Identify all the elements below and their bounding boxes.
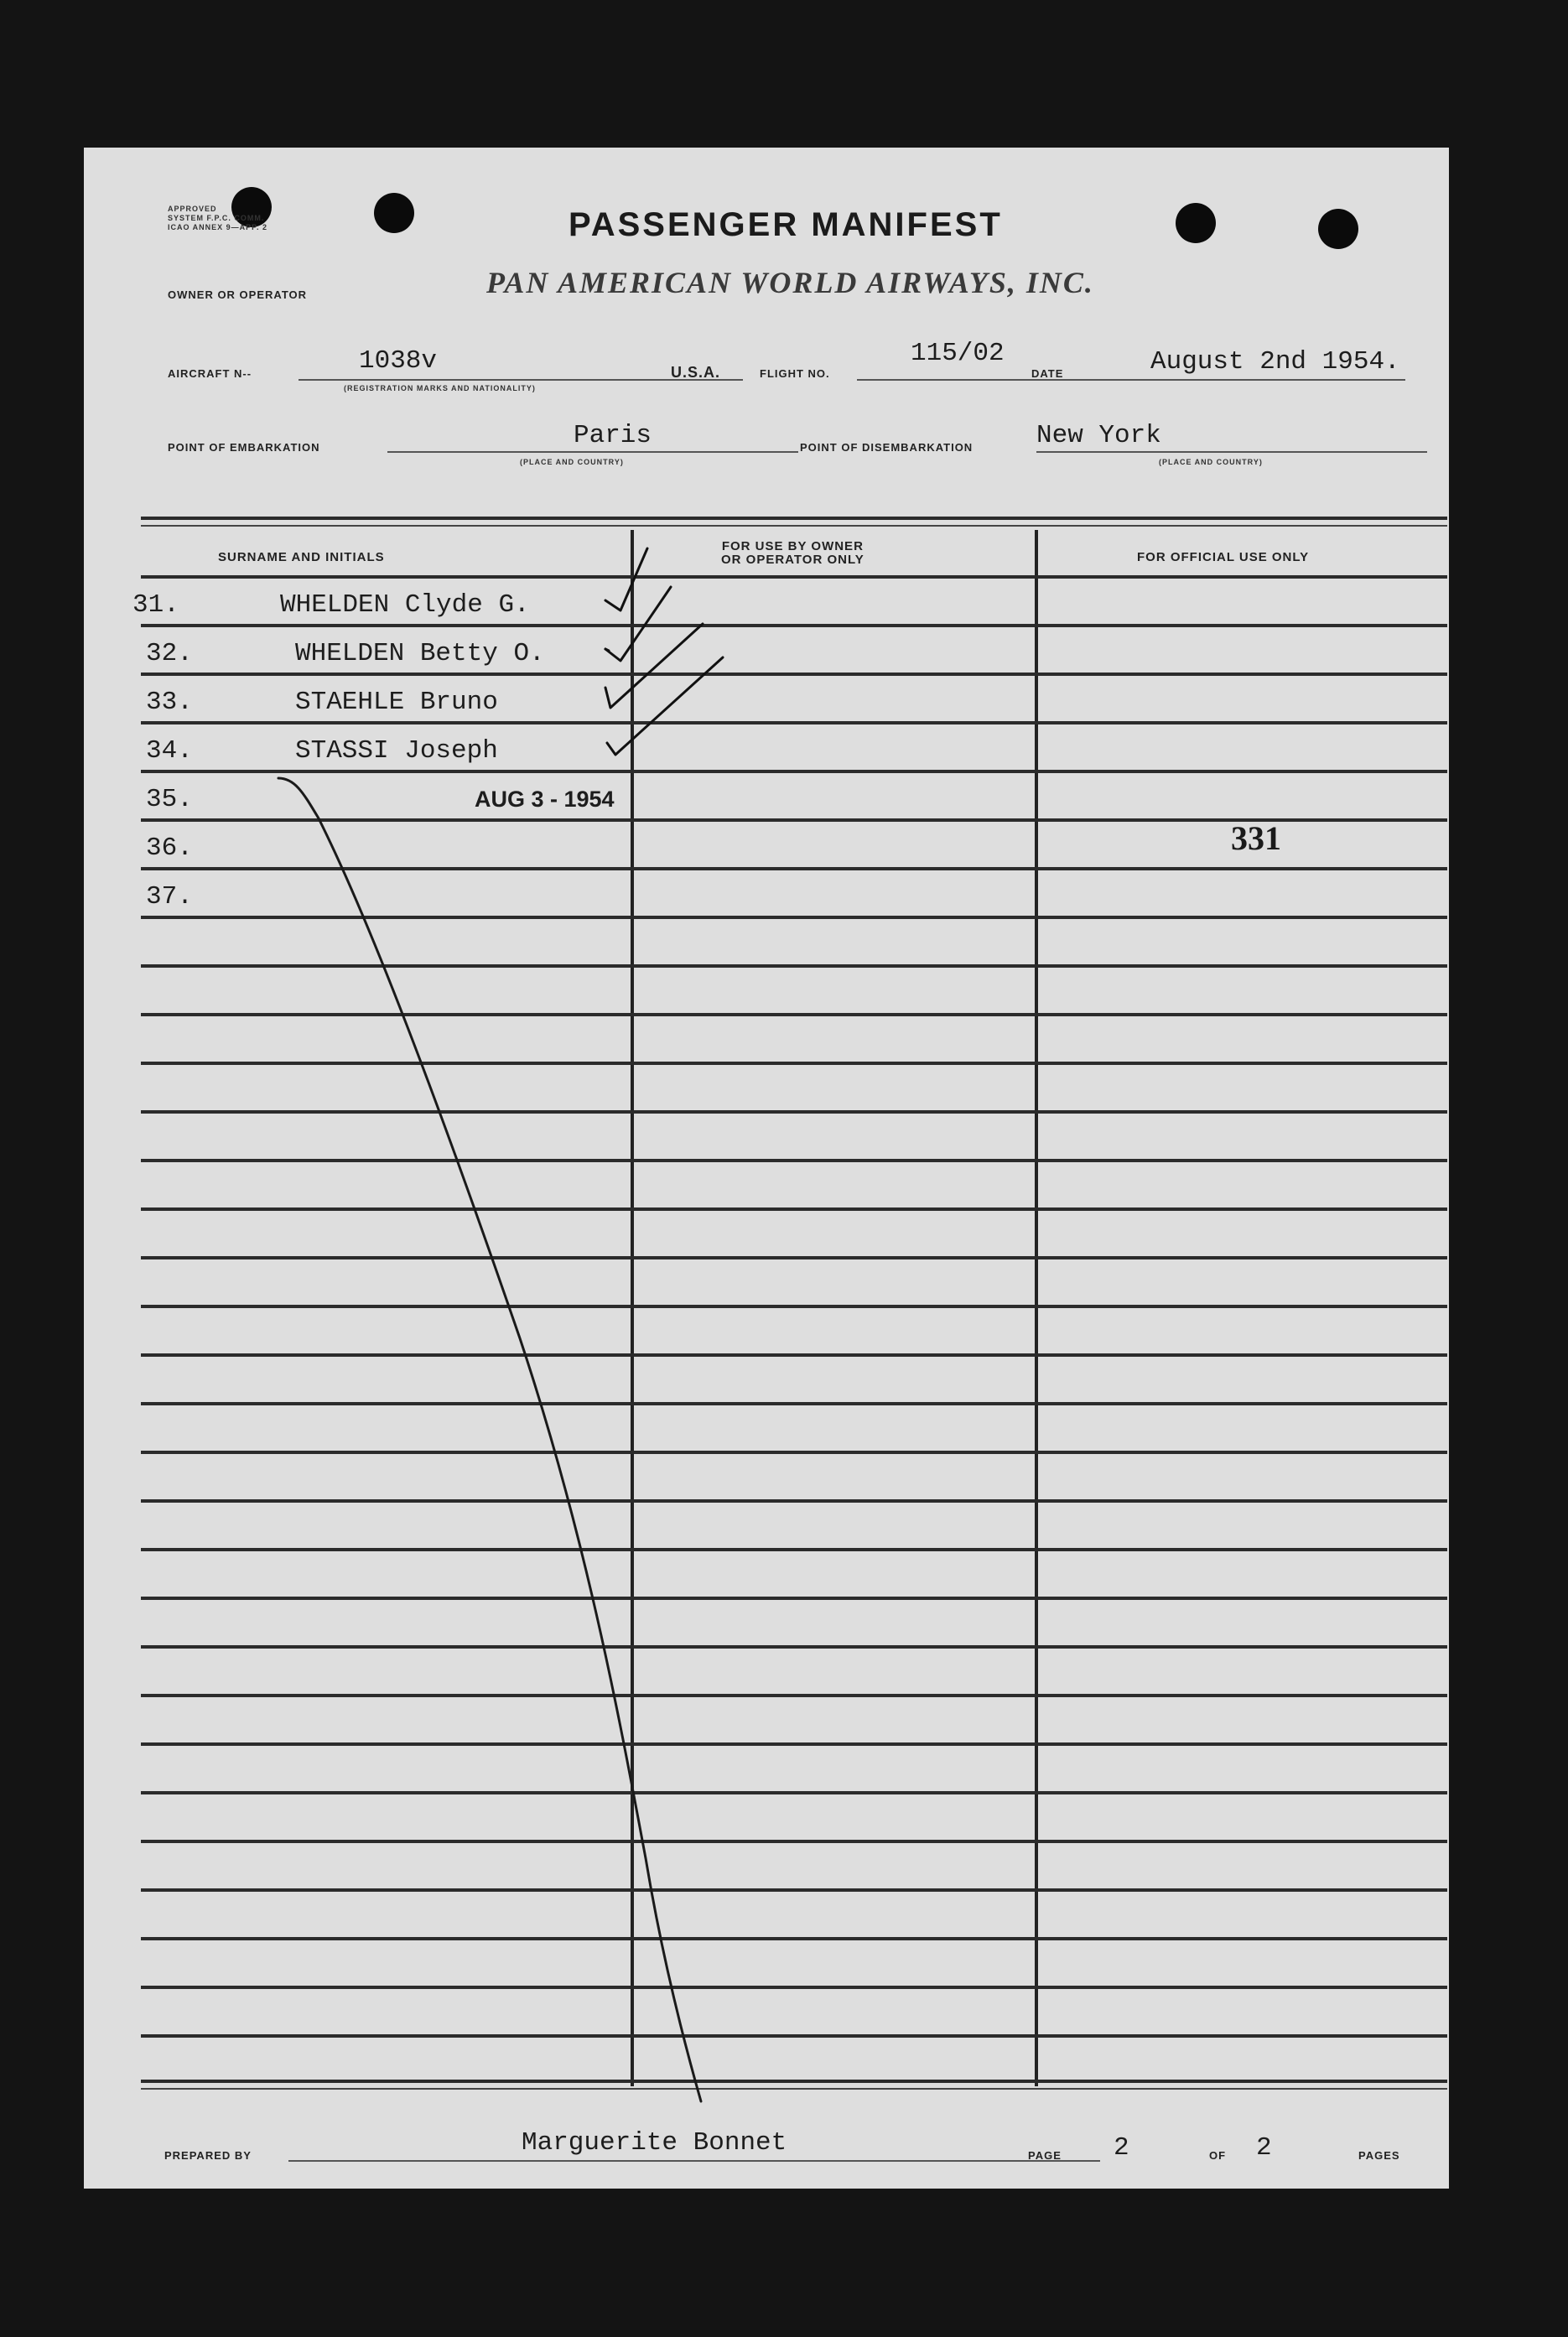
flight-value: 115/02 [911,339,1005,368]
pages-label: PAGES [1358,2149,1400,2162]
approval-line: SYSTEM F.P.C. COMM. [168,214,265,222]
of-value: 2 [1256,2133,1272,2163]
embark-hint: (PLACE AND COUNTRY) [520,458,624,466]
approval-line: ICAO ANNEX 9—APP. 2 [168,223,268,231]
passenger-name: WHELDEN Clyde G. [280,590,530,620]
page-label: PAGE [1028,2149,1062,2162]
check-mark [605,649,609,651]
col-official-header: FOR OFFICIAL USE ONLY [1137,550,1310,564]
check-mark [605,624,703,708]
row-number: 33. [146,688,193,717]
row-number: 35. [146,785,193,814]
handwriting-overlay [84,148,1449,2189]
row-number: 37. [146,882,193,911]
col-owner-header-line: FOR USE BY OWNER [721,539,864,553]
disembark-label: POINT OF DISEMBARKATION [800,441,974,454]
pencil-strike-line [278,778,701,2101]
manifest-sheet [84,148,1449,2189]
passenger-name: WHELDEN Betty O. [295,639,545,668]
owner-label: OWNER OR OPERATOR [168,288,308,301]
passenger-name: STAEHLE Bruno [295,688,498,717]
row-number: 31. [132,590,179,620]
row-number: 36. [146,834,193,863]
prepared-value: Marguerite Bonnet [522,2128,787,2158]
check-mark [607,657,723,755]
embark-label: POINT OF EMBARKATION [168,441,320,454]
date-stamp: AUG 3 - 1954 [475,787,615,812]
passenger-name: STASSI Joseph [295,736,498,766]
col-surname-header: SURNAME AND INITIALS [218,550,385,564]
prepared-label: PREPARED BY [164,2149,252,2162]
date-value: August 2nd 1954. [1150,347,1400,377]
col-owner-header-line: OR OPERATOR ONLY [721,553,864,567]
operator-name: PAN AMERICAN WORLD AIRWAYS, INC. [486,266,1094,299]
aircraft-value: 1038v [359,346,438,376]
of-label: OF [1209,2149,1227,2162]
row-number: 32. [146,639,193,668]
registration-hint: (REGISTRATION MARKS AND NATIONALITY) [344,384,536,392]
date-label: DATE [1031,367,1064,380]
aircraft-label: AIRCRAFT N-- [168,367,252,380]
check-mark [605,548,647,610]
disembark-hint: (PLACE AND COUNTRY) [1159,458,1263,466]
flight-label: FLIGHT NO. [760,367,830,380]
page-value: 2 [1114,2133,1129,2163]
disembark-value: New York [1036,421,1161,450]
official-number: 331 [1231,819,1281,857]
approval-line: APPROVED [168,205,217,213]
row-number: 34. [146,736,193,766]
embark-value: Paris [574,421,652,450]
check-mark [605,587,671,661]
usa-label: U.S.A. [671,364,721,381]
form-title: PASSENGER MANIFEST [569,206,1003,243]
